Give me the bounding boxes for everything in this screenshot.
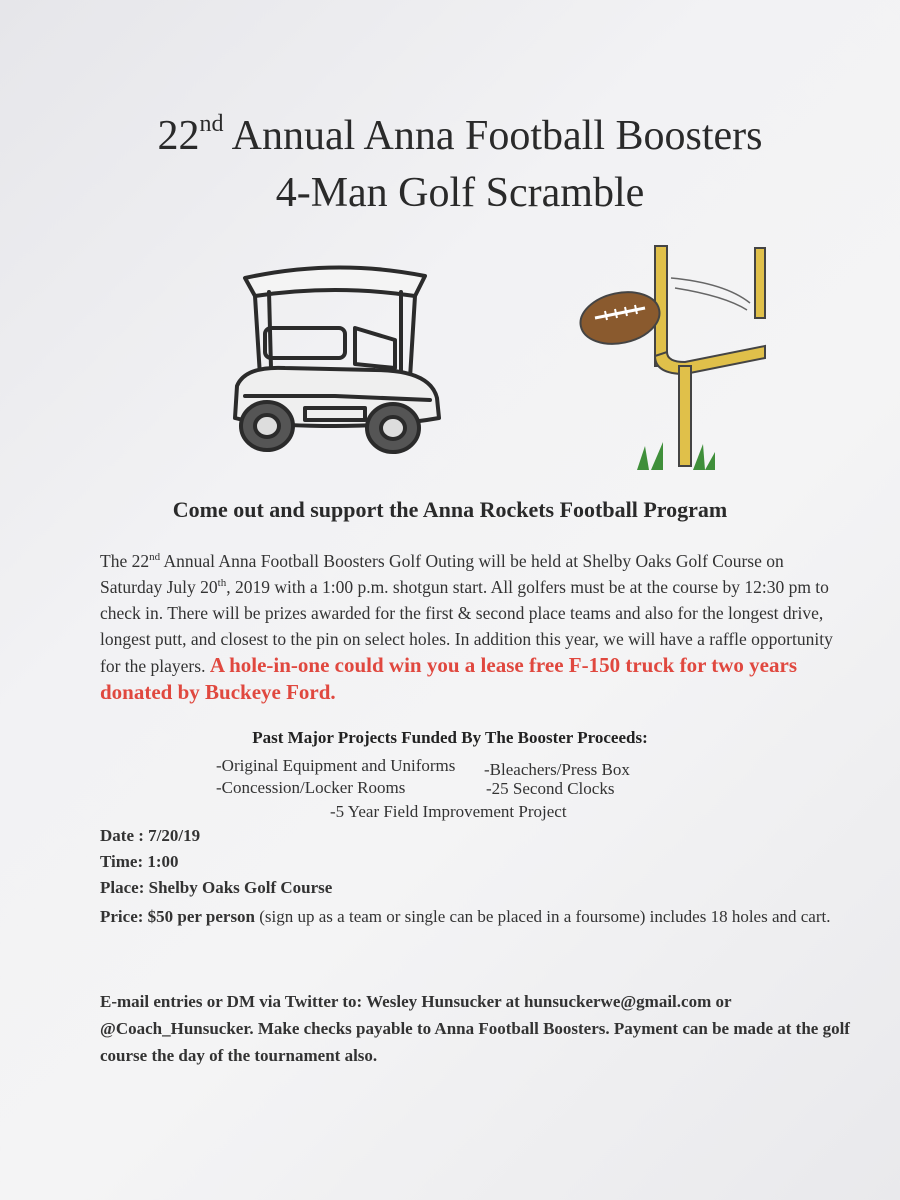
event-date: Date : 7/20/19 (100, 826, 201, 845)
projects-heading: Past Major Projects Funded By The Booster Proceeds: (252, 728, 648, 747)
flyer-subtitle: Come out and support the Anna Rockets Football Program (172, 497, 728, 522)
flyer-title-line2: 4-Man Golf Scramble (275, 170, 645, 216)
golf-cart-icon (225, 258, 450, 458)
project-item: -Original Equipment and Uniforms (216, 756, 456, 775)
flyer-title-line1: 22nd Annual Anna Football Boosters (157, 111, 763, 159)
contact-info: E-mail entries or DM via Twitter to: Wesley Hunsucker at hunsuckerwe@gmail.com or @Coach_Hunsucker. Make checks payable to Anna Football Boosters. Payment can be made at the golf course the day of the tournament also. (100, 992, 850, 1065)
project-item: -Concession/Locker Rooms (216, 778, 406, 797)
event-price: Price: $50 per person (sign up as a team or single can be placed in a foursome) includes 18 holes and cart. (100, 907, 831, 926)
project-item: -Bleachers/Press Box (484, 760, 630, 779)
hole-in-one-highlight: A hole-in-one could win you a lease free F-150 truck for two years donated by Buckeye Ford. (100, 653, 797, 704)
event-time: Time: 1:00 (100, 852, 179, 871)
project-item: -25 Second Clocks (486, 779, 615, 798)
event-description: The 22nd Annual Anna Football Boosters Golf Outing will be held at Shelby Oaks Golf Course on Saturday July 20th, 2019 with a 1:00 p.m. shotgun start. All golfers must be at the course by 12:30 pm to check in. There will be prizes awarded for the first & second place teams and also for the longest drive, longest putt, and closest to the pin on select holes. In addition this year, we will have a raffle opportunity for the players. A hole-in-one could win you a lease free F-150 truck for two years donated by Buckeye Ford. (100, 551, 833, 704)
football-goalpost-icon (575, 238, 775, 470)
event-place: Place: Shelby Oaks Golf Course (100, 878, 333, 897)
project-item: -5 Year Field Improvement Project (330, 802, 567, 821)
